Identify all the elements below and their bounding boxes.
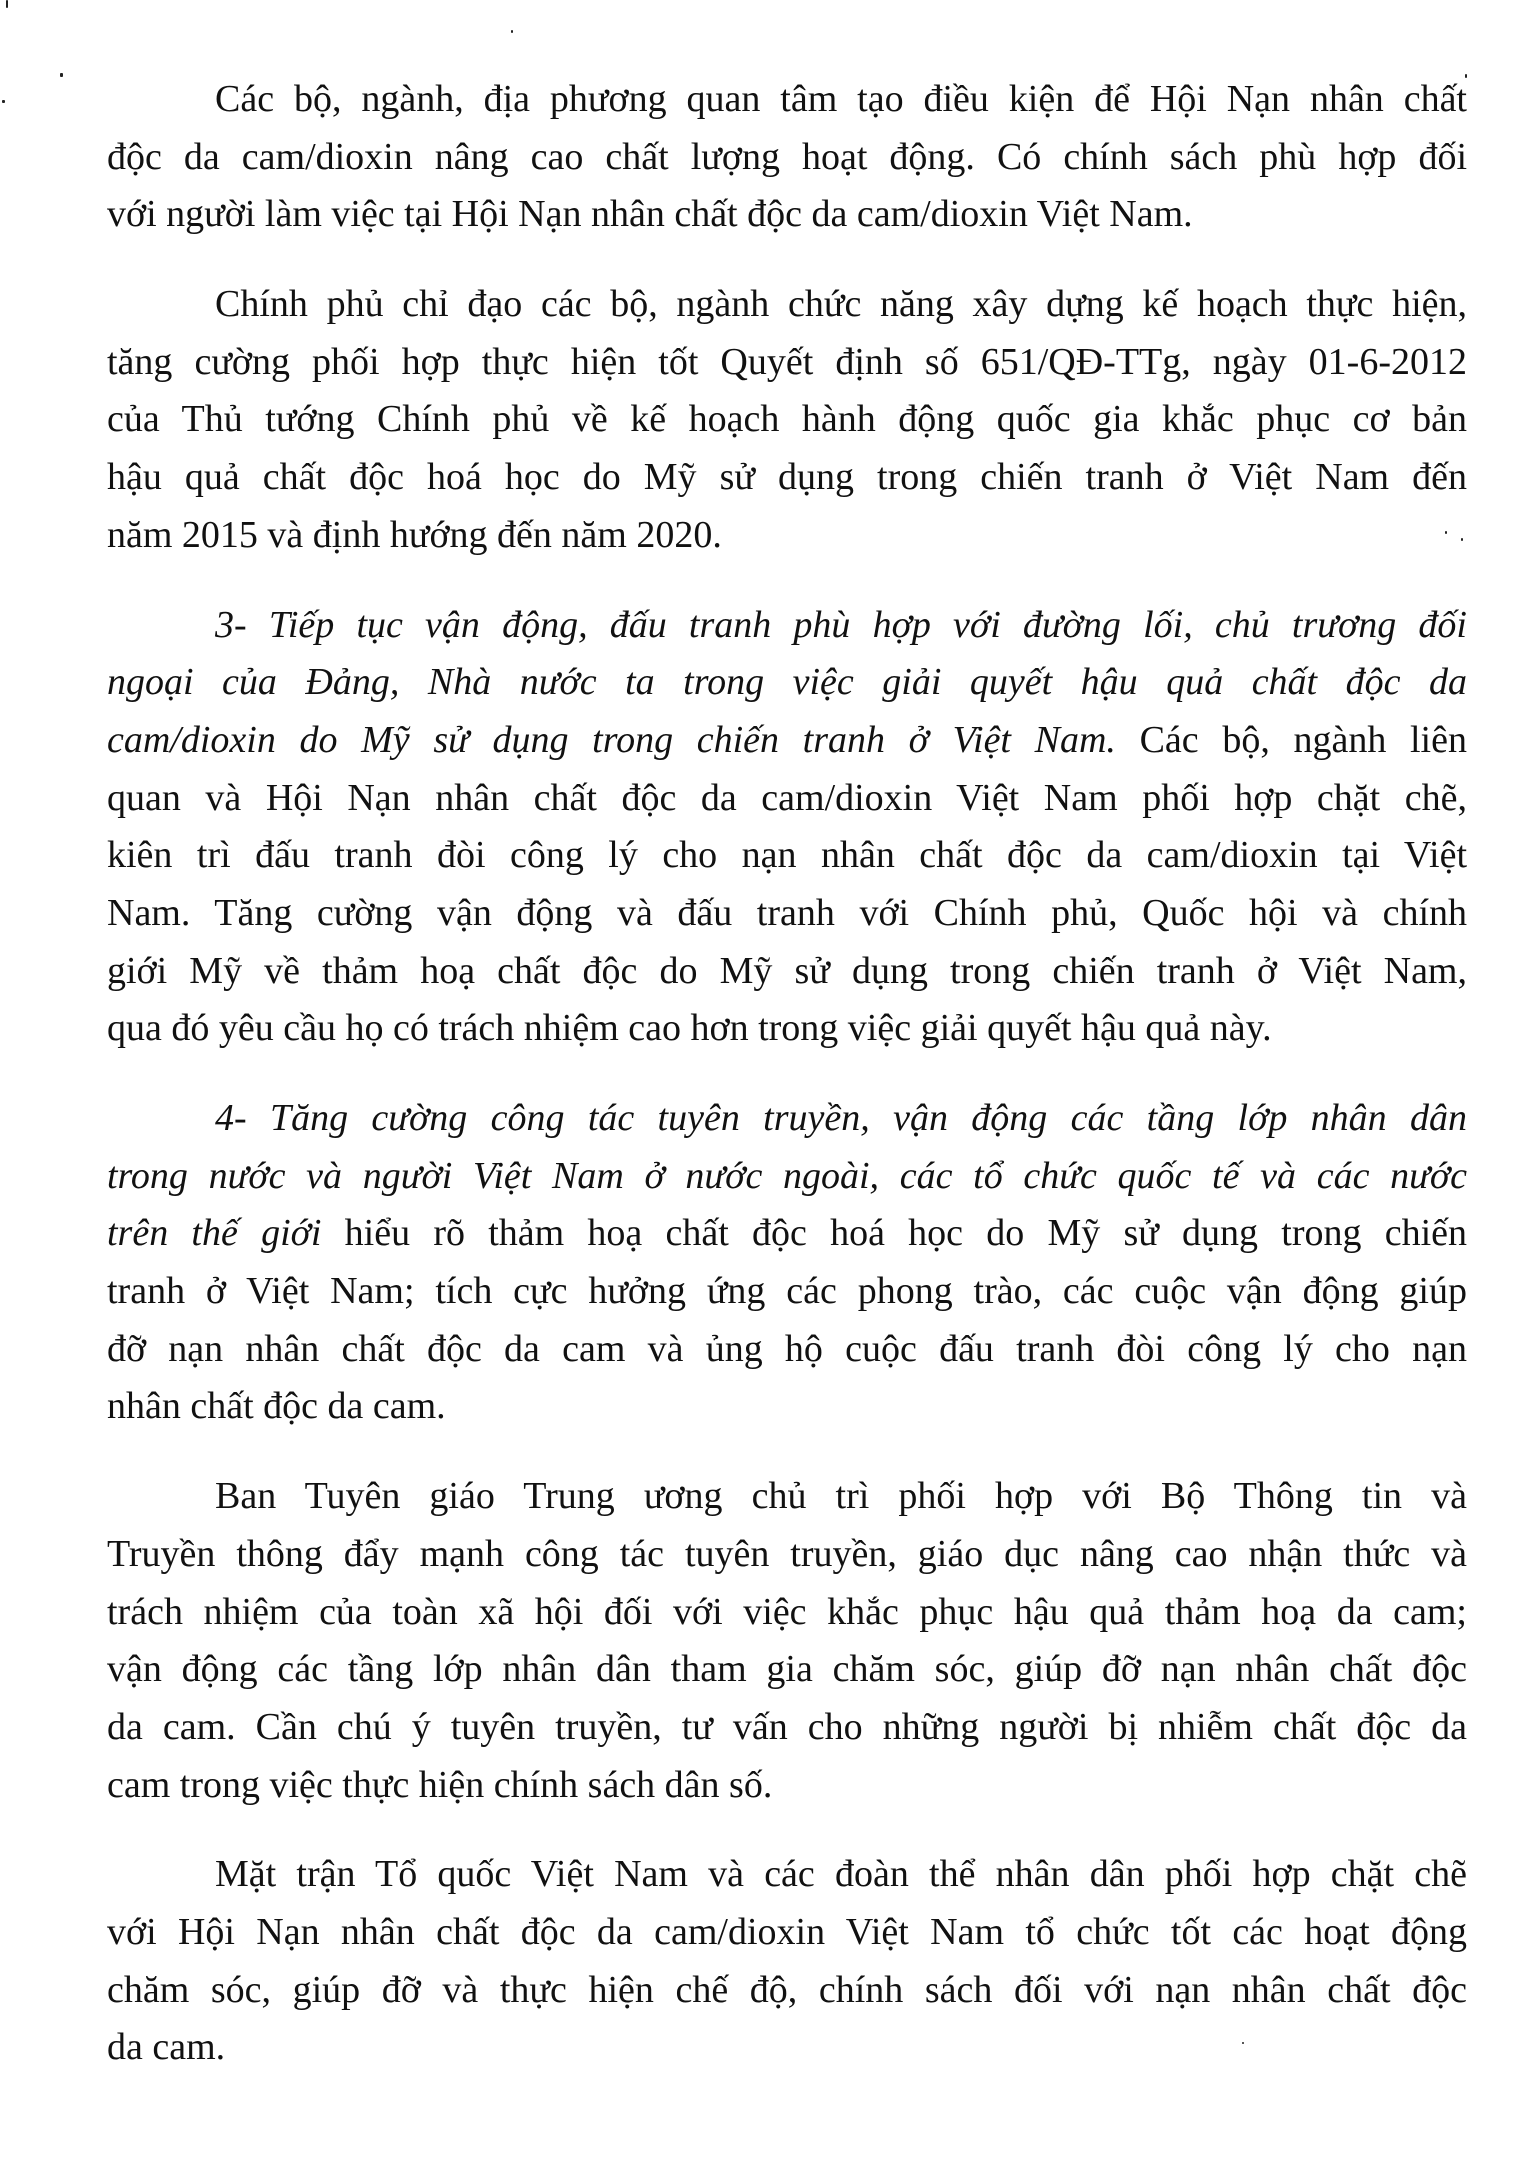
text-segment: đỡ nạn nhân chất độc da cam và ủng hộ cuộc đấu tranh đòi công lý cho nạn <box>107 1327 1467 1370</box>
text-line <box>107 186 1467 244</box>
text-line <box>107 1699 1467 1757</box>
scan-speck <box>6 0 8 8</box>
paragraph-p2 <box>107 276 1467 564</box>
text-line <box>107 507 1467 565</box>
text-line <box>107 1148 1467 1206</box>
text-line <box>107 1584 1467 1642</box>
text-line <box>107 1757 1467 1815</box>
text-segment: Các bộ, ngành, địa phương quan tâm tạo điều kiện để Hội Nạn nhân chất <box>215 78 1467 120</box>
text-line <box>107 1904 1467 1962</box>
paragraph-p3 <box>107 597 1467 1059</box>
text-segment: Truyền thông đẩy mạnh công tác tuyên truyền, giáo dục nâng cao nhận thức và <box>107 1532 1467 1575</box>
italic-text-segment: trong nước và người Việt Nam ở nước ngoài, các tổ chức quốc tế và các nước <box>107 1154 1467 1197</box>
paragraph-p5 <box>107 1468 1467 1814</box>
text-line <box>107 1205 1467 1263</box>
text-segment: giới Mỹ về thảm hoạ chất độc do Mỹ sử dụng trong chiến tranh ở Việt Nam, <box>107 949 1467 992</box>
scan-speck <box>2 100 5 103</box>
text-line <box>107 334 1467 392</box>
italic-text-segment: ngoại của Đảng, Nhà nước ta trong việc giải quyết hậu quả chất độc da <box>107 661 1467 704</box>
text-segment: nhân chất độc da cam. <box>107 1385 446 1428</box>
text-segment: cam trong việc thực hiện chính sách dân số. <box>107 1763 773 1806</box>
scan-speck <box>1242 2042 1244 2044</box>
text-line <box>107 1090 1467 1148</box>
paragraph-p4 <box>107 1090 1467 1436</box>
text-line <box>107 1846 1467 1904</box>
text-line <box>107 1526 1467 1584</box>
text-line <box>107 654 1467 712</box>
scan-speck <box>1445 531 1447 534</box>
scan-speck <box>511 30 513 33</box>
text-segment: da cam. <box>107 2026 226 2069</box>
text-line <box>107 391 1467 449</box>
text-segment: chăm sóc, giúp đỡ và thực hiện chế độ, chính sách đối với nạn nhân chất độc <box>107 1968 1467 2011</box>
text-segment: tăng cường phối hợp thực hiện tốt Quyết định số 651/QĐ-TTg, ngày 01-6-2012 <box>107 340 1467 383</box>
italic-text-segment: cam/dioxin do Mỹ sử dụng trong chiến tranh ở Việt Nam. <box>107 718 1116 761</box>
text-line <box>107 597 1467 655</box>
text-line <box>107 1641 1467 1699</box>
text-segment: Nam. Tăng cường vận động và đấu tranh với Chính phủ, Quốc hội và chính <box>107 891 1467 934</box>
text-segment: qua đó yêu cầu họ có trách nhiệm cao hơn trong việc giải quyết hậu quả này. <box>107 1007 1272 1050</box>
document-page <box>107 71 1467 2109</box>
text-line <box>107 712 1467 770</box>
paragraph-p1 <box>107 71 1467 244</box>
text-segment: độc da cam/dioxin nâng cao chất lượng hoạt động. Có chính sách phù hợp đối <box>107 135 1467 178</box>
text-segment: Mặt trận Tổ quốc Việt Nam và các đoàn thể nhân dân phối hợp chặt chẽ <box>215 1853 1467 1896</box>
text-line <box>107 276 1467 334</box>
scan-speck <box>1465 74 1467 78</box>
text-line <box>107 449 1467 507</box>
italic-text-segment: 4- Tăng cường công tác tuyên truyền, vận động các tầng lớp nhân dân <box>215 1097 1467 1139</box>
scan-speck <box>60 73 63 77</box>
text-segment: Chính phủ chỉ đạo các bộ, ngành chức năng xây dựng kế hoạch thực hiện, <box>215 283 1467 326</box>
text-segment: hậu quả chất độc hoá học do Mỹ sử dụng trong chiến tranh ở Việt Nam đến <box>107 456 1467 499</box>
text-line <box>107 943 1467 1001</box>
text-segment: kiên trì đấu tranh đòi công lý cho nạn nhân chất độc da cam/dioxin tại Việt <box>107 834 1467 877</box>
text-line <box>107 2019 1467 2077</box>
text-segment: với người làm việc tại Hội Nạn nhân chất độc da cam/dioxin Việt Nam. <box>107 193 1193 236</box>
text-line <box>107 885 1467 943</box>
text-line <box>107 770 1467 828</box>
paragraph-p6 <box>107 1846 1467 2077</box>
text-line <box>107 1263 1467 1321</box>
text-segment: vận động các tầng lớp nhân dân tham gia chăm sóc, giúp đỡ nạn nhân chất độc <box>107 1648 1467 1691</box>
text-segment: da cam. Cần chú ý tuyên truyền, tư vấn cho những người bị nhiễm chất độc da <box>107 1705 1467 1748</box>
text-line <box>107 1468 1467 1526</box>
text-line <box>107 1000 1467 1058</box>
italic-text-segment: trên thế giới <box>107 1212 322 1255</box>
text-segment: tranh ở Việt Nam; tích cực hưởng ứng các phong trào, các cuộc vận động giúp <box>107 1270 1467 1313</box>
text-line <box>107 1321 1467 1379</box>
text-segment: quan và Hội Nạn nhân chất độc da cam/dioxin Việt Nam phối hợp chặt chẽ, <box>107 776 1467 819</box>
text-segment: Các bộ, ngành liên <box>1115 718 1467 761</box>
italic-text-segment: 3- Tiếp tục vận động, đấu tranh phù hợp với đường lối, chủ trương đối <box>215 603 1467 646</box>
text-segment: của Thủ tướng Chính phủ về kế hoạch hành động quốc gia khắc phục cơ bản <box>107 398 1467 441</box>
text-line <box>107 129 1467 187</box>
text-line <box>107 71 1467 129</box>
text-segment: trách nhiệm của toàn xã hội đối với việc khắc phục hậu quả thảm hoạ da cam; <box>107 1590 1467 1633</box>
text-line <box>107 1962 1467 2020</box>
scan-speck <box>1461 538 1463 541</box>
text-line <box>107 1378 1467 1436</box>
text-segment: với Hội Nạn nhân chất độc da cam/dioxin Việt Nam tổ chức tốt các hoạt động <box>107 1910 1467 1953</box>
text-segment: năm 2015 và định hướng đến năm 2020. <box>107 513 722 556</box>
text-segment: hiểu rõ thảm hoạ chất độc hoá học do Mỹ sử dụng trong chiến <box>321 1212 1467 1255</box>
text-segment: Ban Tuyên giáo Trung ương chủ trì phối hợp với Bộ Thông tin và <box>215 1475 1467 1518</box>
text-line <box>107 827 1467 885</box>
